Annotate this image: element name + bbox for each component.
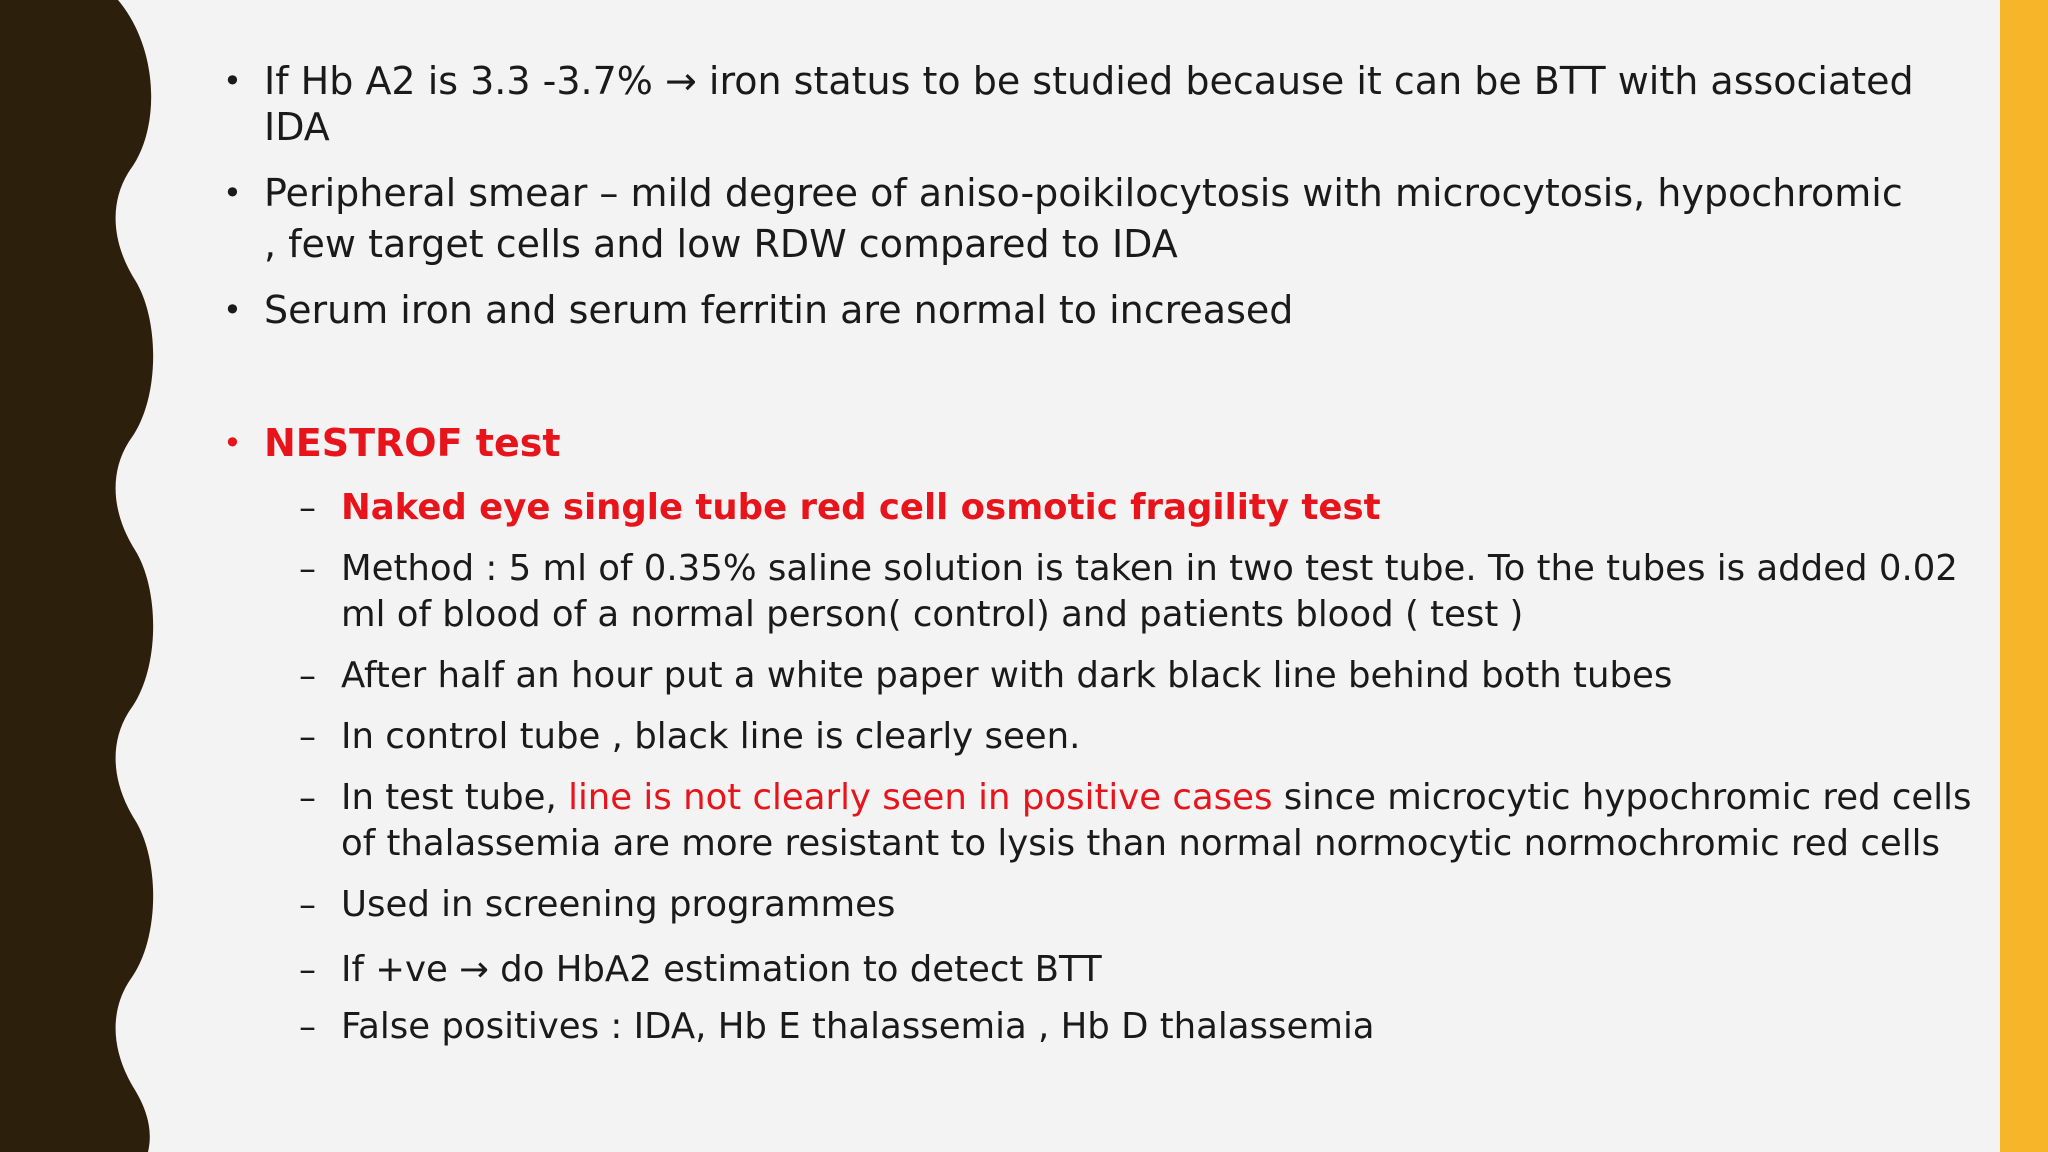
subpoint-5-highlight: line is not clearly seen in positive cases (568, 777, 1273, 818)
dash-marker: – (299, 1007, 316, 1047)
subpoint-5-text-after: since microcytic hypochromic red cells (1272, 777, 1972, 818)
dash-marker: – (299, 950, 316, 990)
dash-marker: – (299, 656, 316, 696)
dash-marker: – (299, 488, 316, 528)
bullet-2-line-1: Peripheral smear – mild degree of aniso-poikilocytosis with microcytosis, hypochromic (264, 171, 1903, 215)
bullet-marker: • (223, 62, 242, 100)
subpoint-8-line-1: False positives : IDA, Hb E thalassemia , Hb D thalassemia (341, 1006, 1375, 1047)
bullet-3-line-1: Serum iron and serum ferritin are normal to increased (264, 288, 1294, 332)
dash-marker: – (299, 778, 316, 818)
bullet-2-line-2: , few target cells and low RDW compared to IDA (264, 222, 1178, 266)
subpoint-6-line-1: Used in screening programmes (341, 884, 896, 925)
subpoint-5-line-2: of thalassemia are more resistant to lysis than normal normocytic normochromic red cells (341, 823, 1940, 864)
subpoint-3-line-1: After half an hour put a white paper with dark black line behind both tubes (341, 655, 1673, 696)
subpoint-4-line-1: In control tube , black line is clearly seen. (341, 716, 1081, 757)
dash-marker: – (299, 885, 316, 925)
subpoint-5-text-before: In test tube, (341, 777, 569, 818)
subpoint-1-line-1: Naked eye single tube red cell osmotic fragility test (341, 487, 1381, 528)
bullet-marker: • (223, 174, 242, 212)
bullet-1-line-2: IDA (264, 105, 330, 149)
bullet-marker: • (223, 424, 242, 462)
subpoint-5-line-1 (341, 775, 1971, 821)
subpoint-2-line-2: ml of blood of a normal person( control) and patients blood ( test ) (341, 594, 1524, 635)
dash-marker: – (299, 549, 316, 589)
subpoint-2-line-1: Method : 5 ml of 0.35% saline solution is taken in two test tube. To the tubes is added 0.02 (341, 548, 1958, 589)
bullet-1-line-1: If Hb A2 is 3.3 -3.7% → iron status to be studied because it can be BTT with associated (264, 59, 1914, 103)
bullet-marker: • (223, 291, 242, 329)
dash-marker: – (299, 717, 316, 757)
subpoint-7-line-1: If +ve → do HbA2 estimation to detect BTT (341, 949, 1102, 990)
nestrof-heading: NESTROF test (264, 421, 561, 465)
